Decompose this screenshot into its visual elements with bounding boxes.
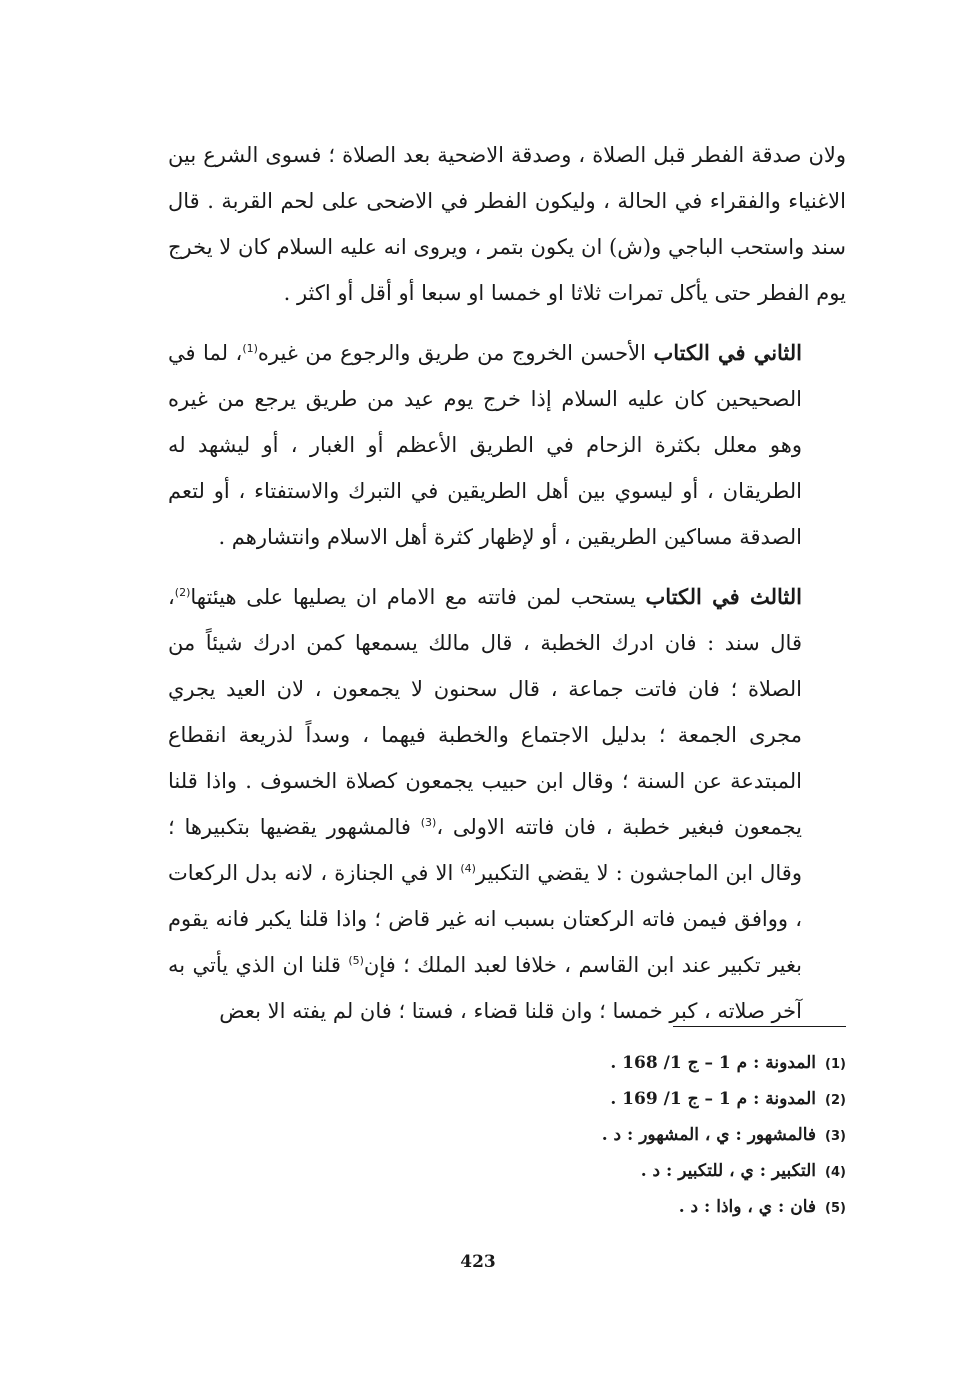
paragraph-3: [168, 574, 846, 1034]
footnote-number: (2): [825, 1093, 846, 1108]
paragraph-2-heading: الثاني في الكتاب: [653, 340, 803, 365]
footnote-number: (4): [825, 1165, 846, 1180]
paragraph-1: [168, 132, 846, 316]
footnote-ref-3: (3): [420, 816, 437, 829]
footnote-separator: [673, 1026, 846, 1027]
footnote-item: [400, 1046, 846, 1082]
footnote-text: فان : ي ، واذا : د .: [678, 1197, 816, 1217]
paragraph-2: [168, 330, 846, 560]
paragraph-3-heading: الثالث في الكتاب: [645, 584, 802, 609]
paragraph-2-text-cont: ، لما في الصحيحين كان عليه السلام إذا خرج يوم عيد من طريق يرجع من غيره وهو معلل بكثرة الزحام في الطريق الأعظم أو الغبار ، أو ليشهد له الطريقان ، أو ليسوي بين أهل الطريقين في التبرك والاستفتاء ، أو لتعم الصدقة مساكين الطريقين ، أو لإظهار كثرة أهل الاسلام وانتشارهم .: [168, 341, 802, 549]
footnote-item: [400, 1082, 846, 1118]
footnote-number: (5): [825, 1201, 846, 1216]
paragraph-3-text-cont: ، قال سند : فان ادرك الخطبة ، قال مالك يسمعها كمن ادرك شيئاً من الصلاة ؛ فان فاتت جماعة ، قال سحنون لا يجمعون ، لان العيد يجري مجرى الجمعة ؛ بدليل الاجتماع والخطبة فيهما ، وسداً لذريعة انقطاع المبتدعة عن السنة ؛ وقال ابن حبيب يجمعون كصلاة الخسوف . واذا قلنا يجمعون فبغير خطبة ، فان فاتته الاولى ،: [168, 585, 802, 839]
footnote-ref-4: (4): [460, 862, 476, 875]
paragraph-2-text: الأحسن الخروج من طريق والرجوع من غيره: [257, 341, 654, 365]
footnote-ref-5: (5): [348, 954, 364, 967]
footnote-ref-1: (1): [242, 342, 258, 355]
paragraph-1-text: ولان صدقة الفطر قبل الصلاة ، وصدقة الاضحية بعد الصلاة ؛ فسوى الشرع بين الاغنياء والفقراء في الحالة ، وليكون الفطر في الاضحى على لحم القربة . قال سند واستحب الباجي و(ش) ان يكون بتمر ، ويروى انه عليه السلام كان لا يخرج يوم الفطر حتى يأكل تمرات ثلاثا او خمسا او سبعا أو أقل أو اكثر .: [168, 143, 846, 305]
paragraph-3-text-cont-2: فالمشهور يقضيها بتكبيرها ؛ وقال ابن الماجشون : لا يقضي التكبير: [168, 815, 802, 885]
paragraph-3-text-cont-4: قلنا ان الذي يأتي به آخر صلاته ، كبر خمسا ؛ وان قلنا قضاء ، فستا ؛ فان لم يفته الا بعض: [168, 953, 802, 1023]
paragraph-3-text-cont-3: الا في الجنازة ، لانه بدل الركعات ، ووافق فيمن فاته الركعتان بسبب انه غير قاض ؛ واذا قلنا يكبر فانه يقوم بغير تكبير عند ابن القاسم ، خلافا لعبد الملك ؛ فإن: [168, 861, 802, 977]
footnote-number: (1): [825, 1057, 846, 1072]
footnote-ref-2: (2): [174, 586, 191, 599]
footnote-text: فالمشهور : ي ، المشهور : د .: [601, 1125, 816, 1145]
footnote-text: التكبير : ي ، للتكبير : د .: [640, 1161, 816, 1181]
footnote-number: (3): [825, 1129, 846, 1144]
footnote-item: [400, 1118, 846, 1154]
footnote-item: [400, 1190, 846, 1226]
footnotes-list: [400, 1046, 846, 1226]
footnote-text: المدونة : م 1 – ج 1/ 168 .: [610, 1053, 816, 1073]
paragraph-3-text: يستحب لمن فاتته مع الامام ان يصليها على هيئتها: [190, 585, 646, 609]
footnote-item: [400, 1154, 846, 1190]
main-text: [168, 132, 846, 1034]
page-number: 423: [460, 1252, 496, 1272]
footnote-text: المدونة : م 1 – ج 1/ 169 .: [610, 1089, 816, 1109]
